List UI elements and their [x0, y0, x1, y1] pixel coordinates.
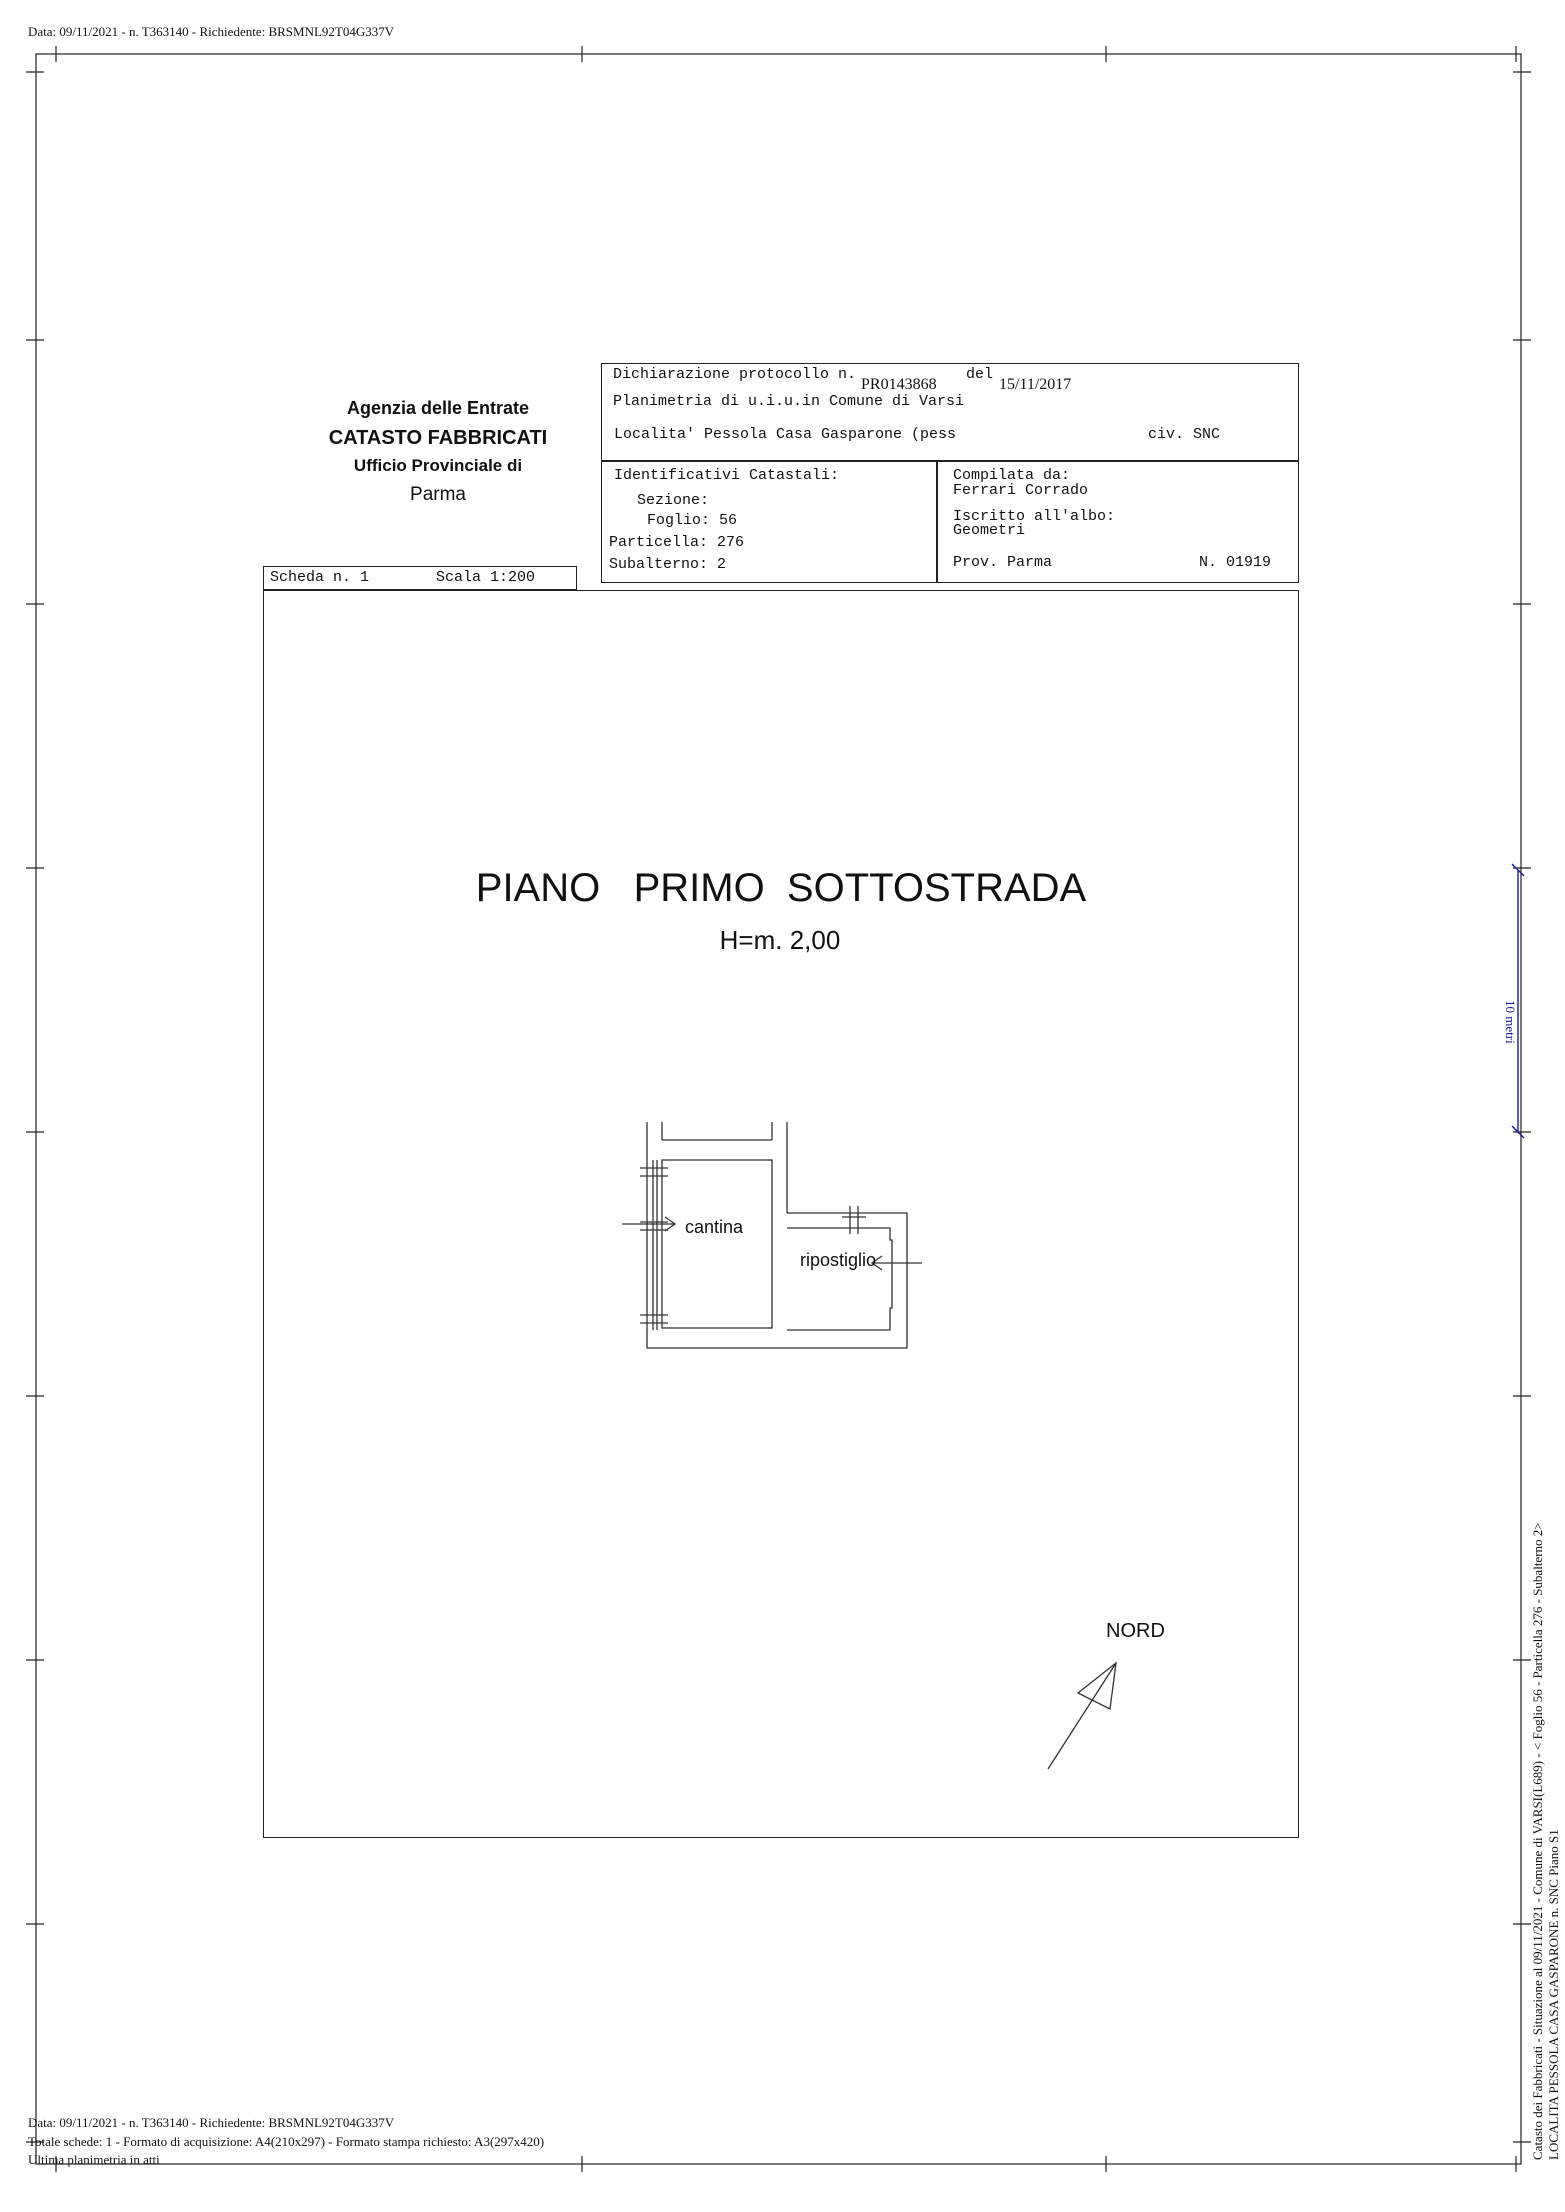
- protocol-date: 15/11/2017: [999, 376, 1072, 393]
- office-city: Parma: [410, 484, 466, 505]
- footer-line1: Data: 09/11/2021 - n. T363140 - Richiedente: BRSMNL92T04G337V: [28, 2115, 395, 2130]
- north-arrow-icon: [1040, 1655, 1130, 1775]
- agency-name: Agenzia delle Entrate: [346, 398, 530, 418]
- floor-plan: [620, 1110, 940, 1360]
- side-note-line2: LOCALITA PESSOLA CASA GASPARONE n. SNC Piano S1: [1546, 1829, 1561, 2160]
- scala-label: Scala 1:200: [436, 569, 536, 586]
- catasto-title: CATASTO FABBRICATI: [328, 427, 548, 449]
- protocol-label: Dichiarazione protocollo n.: [613, 366, 857, 383]
- sezione-label: Sezione:: [637, 492, 710, 509]
- particella-value: Particella: 276: [609, 534, 745, 551]
- room-label-ripostiglio: ripostiglio: [800, 1250, 877, 1270]
- identifiers-divider: [936, 460, 938, 583]
- protocol-value: PR0143868: [861, 376, 937, 393]
- compilata-name: Ferrari Corrado: [953, 482, 1089, 499]
- registration-number: N. 01919: [1199, 554, 1272, 571]
- footer-line3: Ultima planimetria in atti: [28, 2152, 160, 2167]
- plan-height: H=m. 2,00: [719, 925, 841, 955]
- identifiers-title: Identificativi Catastali:: [614, 467, 840, 484]
- compilata-label: Compilata da:: [953, 467, 1071, 484]
- plan-title: PIANO PRIMO SOTTOSTRADA: [475, 866, 1087, 910]
- del-label: del: [966, 366, 994, 383]
- side-note-line1: Catasto dei Fabbricati - Situazione al 09/11/2021 - Comune di VARSI(L689) - < Foglio 56 - Particella 276 - Subalterno 2>: [1530, 1522, 1545, 2160]
- iscritto-value: Geometri: [953, 522, 1026, 539]
- side-note: [1530, 1522, 1562, 2160]
- office-label: Ufficio Provinciale di: [353, 456, 523, 475]
- room-label-cantina: cantina: [685, 1217, 744, 1237]
- footer-line2: Totale schede: 1 - Formato di acquisizione: A4(210x297) - Formato stampa richiesto: A3(297x420): [28, 2134, 545, 2149]
- north-label: NORD: [1106, 1620, 1165, 1642]
- declaration-divider: [601, 460, 1299, 462]
- localita-line: Localita' Pessola Casa Gasparone (pess: [614, 426, 957, 443]
- iscritto-label: Iscritto all'albo:: [953, 508, 1116, 525]
- subalterno-value: Subalterno: 2: [609, 556, 727, 573]
- foglio-value: Foglio: 56: [647, 512, 738, 529]
- planimetria-line: Planimetria di u.i.u.in Comune di Varsi: [613, 393, 965, 410]
- scale-bar-label: 10 metri: [1503, 1000, 1518, 1044]
- scheda-label: Scheda n. 1: [270, 569, 370, 586]
- civ-value: civ. SNC: [1148, 426, 1221, 443]
- top-request-note: Data: 09/11/2021 - n. T363140 - Richiedente: BRSMNL92T04G337V: [28, 24, 395, 39]
- province: Prov. Parma: [953, 554, 1053, 571]
